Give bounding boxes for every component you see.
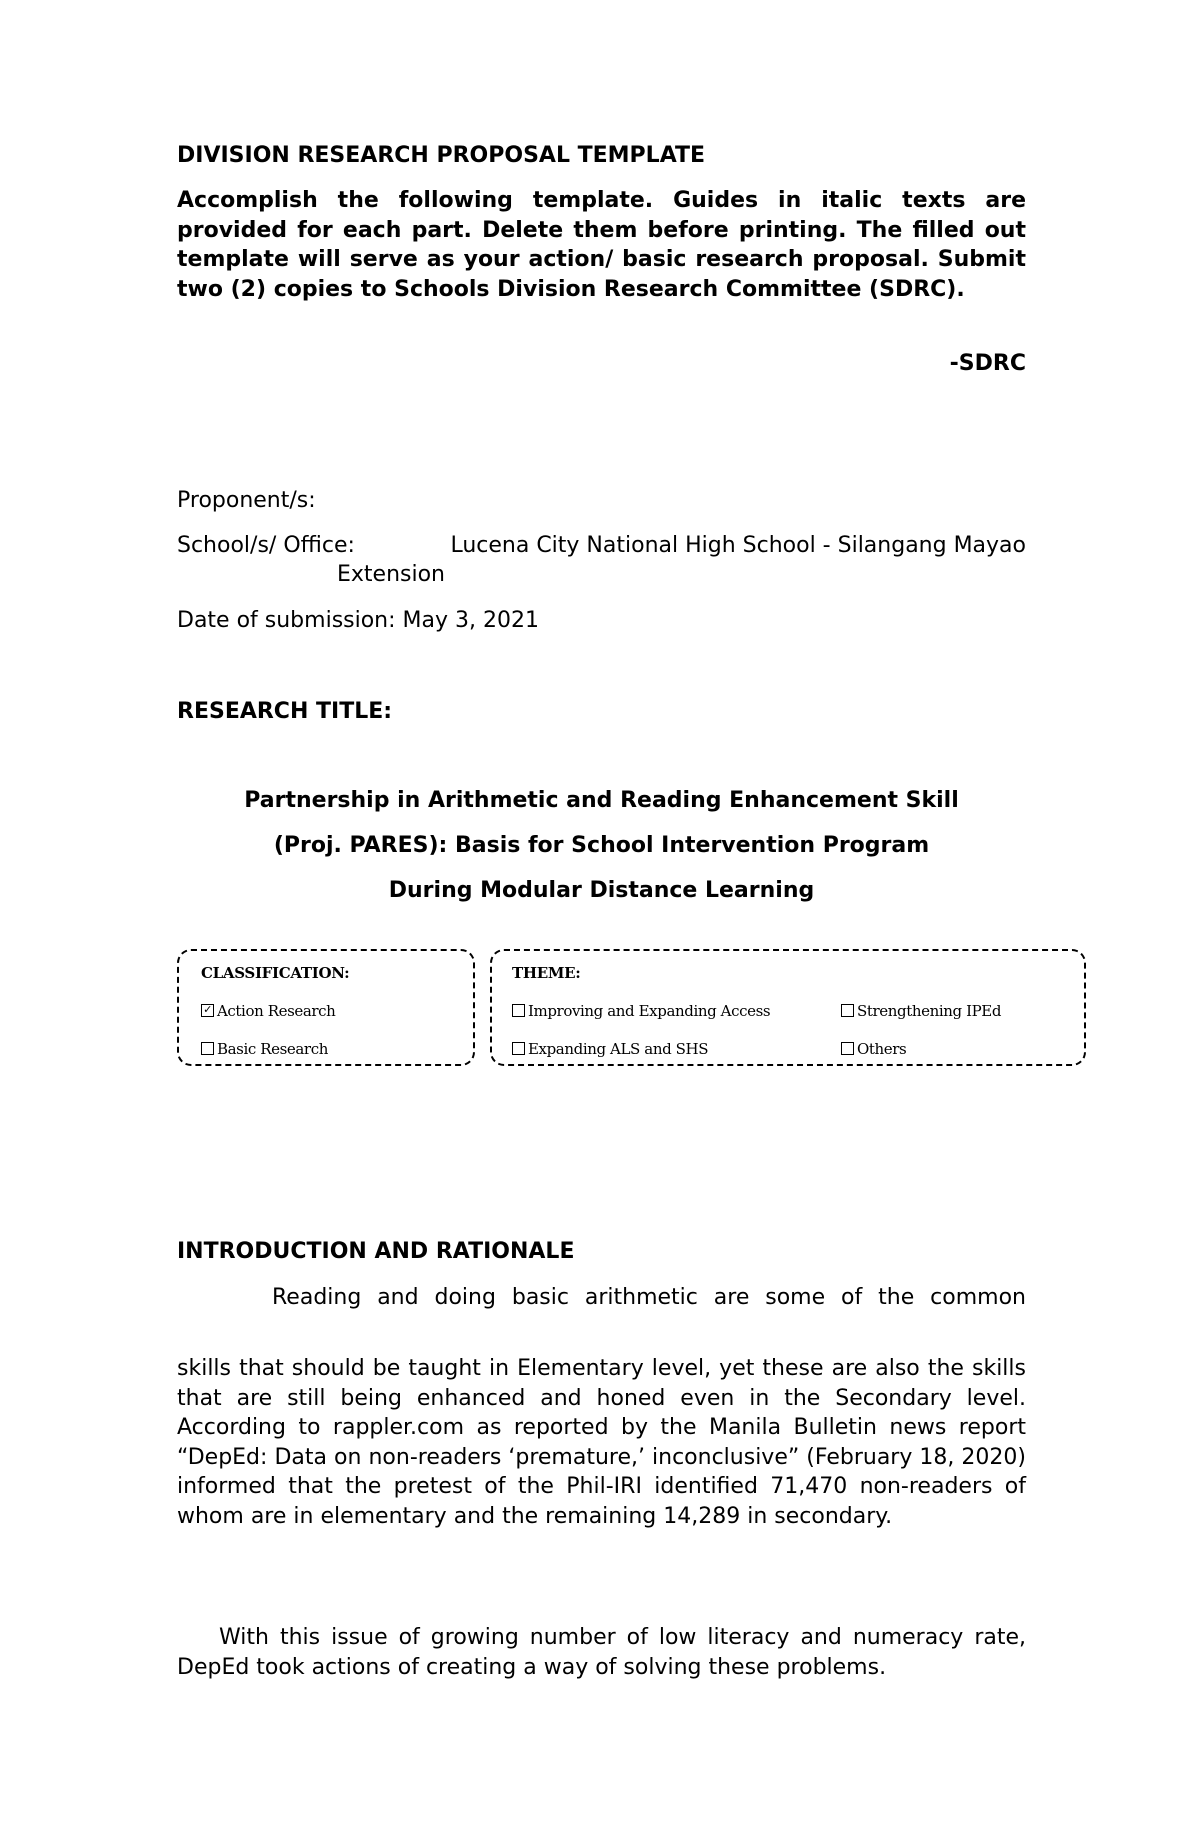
classification-option-basic-research[interactable] (201, 1040, 328, 1058)
theme-option-improving-access[interactable] (512, 1002, 770, 1020)
introduction-paragraph: With this issue of growing number of low literacy and numeracy rate, DepEd took actions of creating a way of solving these problems. (177, 1625, 1026, 1680)
research-title-line: Partnership in Arithmetic and Reading Enhancement Skill (244, 788, 959, 813)
checkbox-icon[interactable] (201, 1042, 214, 1055)
option-label: Strengthening IPEd (857, 1002, 1002, 1020)
template-title: DIVISION RESEARCH PROPOSAL TEMPLATE (177, 143, 706, 168)
school-value-continued: Extension (337, 562, 446, 587)
proponents-label: Proponent/s: (177, 488, 316, 513)
classification-box (177, 949, 475, 1066)
signature-sdrc: -SDRC (949, 351, 1026, 376)
theme-box (490, 949, 1086, 1066)
introduction-first-line: Reading and doing basic arithmetic are some of the common (272, 1285, 1026, 1310)
option-label: Action Research (217, 1002, 336, 1020)
checkbox-icon[interactable] (841, 1042, 854, 1055)
option-label: Basic Research (217, 1040, 328, 1058)
template-instructions: Accomplish the following template. Guides in italic texts are provided for each part. Delete them before printing. The filled out template will serve as your action/ basic research proposal. Submit two (2) copies to Schools Division Research Committee (SDRC). (177, 188, 1026, 302)
introduction-heading: INTRODUCTION AND RATIONALE (177, 1239, 575, 1264)
research-title-line: (Proj. PARES): Basis for School Intervention Program (273, 833, 930, 858)
option-label: Others (857, 1040, 907, 1058)
date-label: Date of submission: (177, 608, 396, 633)
theme-option-others[interactable] (841, 1040, 906, 1058)
checkbox-icon[interactable] (512, 1004, 525, 1017)
theme-option-expanding-als-shs[interactable] (512, 1040, 708, 1058)
checkbox-icon[interactable] (512, 1042, 525, 1055)
introduction-paragraph: skills that should be taught in Elementary level, yet these are also the skills that are still being enhanced and honed even in the Secondary level. According to rappler.com as reported by the Manila Bulletin news report “DepEd: Data on non-readers ‘premature,’ inconclusive” (February 18, 2020) informed that the pretest of the Phil-IRI identified 71,470 non-readers of whom are in elementary and the remaining 14,289 in secondary. (177, 1356, 1026, 1529)
checked-checkbox-icon[interactable] (201, 1004, 214, 1017)
school-row (177, 531, 1026, 560)
checkbox-icon[interactable] (841, 1004, 854, 1017)
classification-label: CLASSIFICATION: (201, 964, 350, 982)
date-value: May 3, 2021 (402, 608, 539, 633)
theme-label: THEME: (512, 964, 581, 982)
option-label: Expanding ALS and SHS (528, 1040, 709, 1058)
research-title-line: During Modular Distance Learning (388, 878, 815, 903)
classification-option-action-research[interactable] (201, 1002, 335, 1020)
date-row (177, 606, 539, 635)
school-label: School/s/ Office: (177, 533, 355, 558)
option-label: Improving and Expanding Access (528, 1002, 771, 1020)
school-value: Lucena City National High School - Silangang Mayao (450, 533, 1026, 558)
research-title-heading: RESEARCH TITLE: (177, 699, 393, 724)
theme-option-strengthening-iped[interactable] (841, 1002, 1001, 1020)
